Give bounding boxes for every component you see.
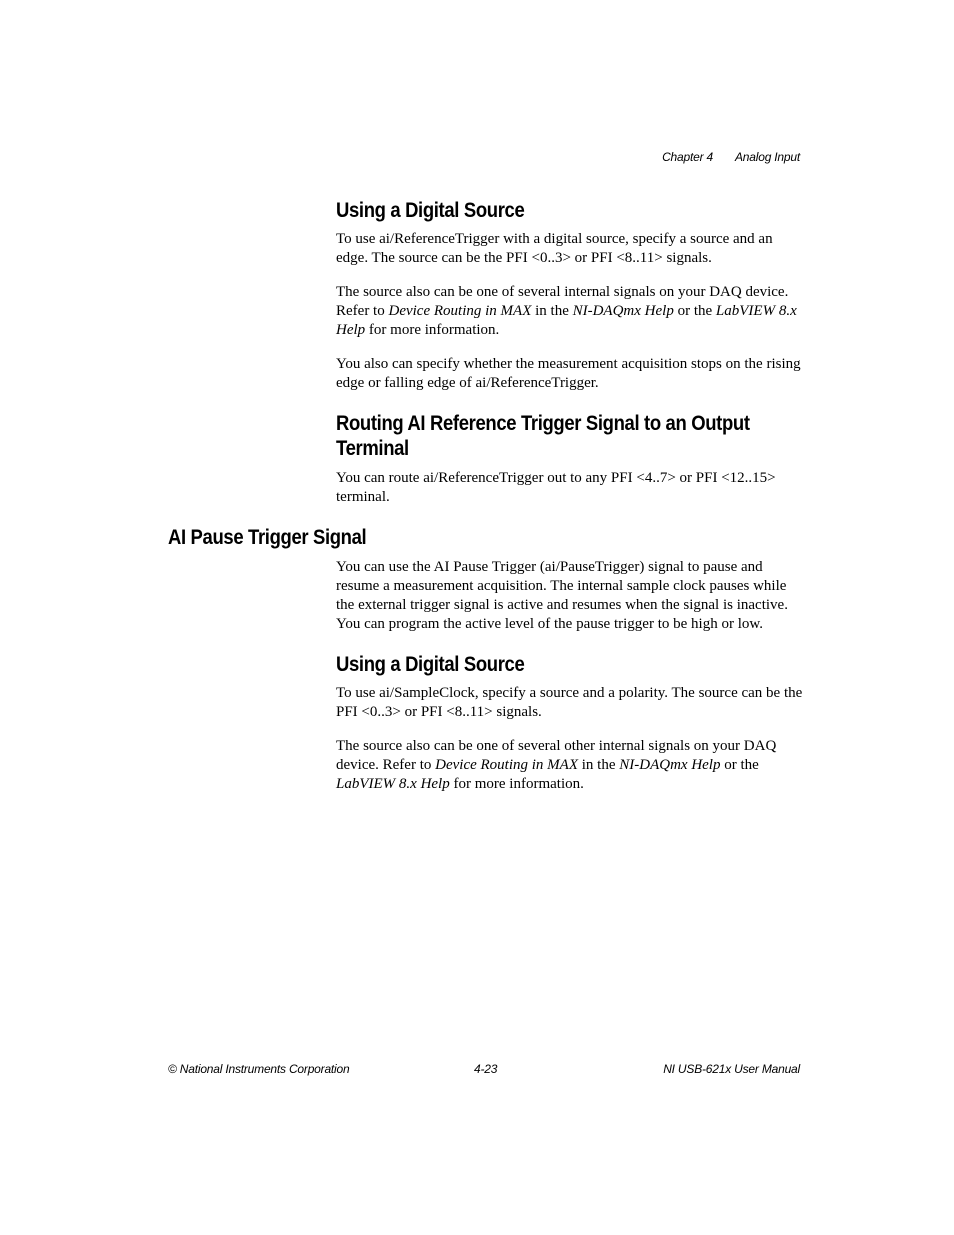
- text-run: The source also can be one of several internal signals on your DAQ device. Refer to: [336, 284, 789, 319]
- reference-nidaqmx-help: NI-DAQmx Help: [572, 303, 674, 319]
- header-section: Analog Input: [735, 150, 800, 164]
- heading-line: Terminal: [336, 437, 409, 460]
- paragraph-digital-source-2-refer: [336, 737, 806, 794]
- paragraph-pause-trigger: You can use the AI Pause Trigger (ai/PauseTrigger) signal to pause and resume a measurement acquisition. The internal sample clock pauses while the external trigger signal is active and resumes when the signal is inactive. You can program the active level of the pause trigger to be high or low.: [336, 559, 788, 632]
- text-run: for more information.: [449, 776, 584, 792]
- paragraph-digital-source-2-intro: To use ai/SampleClock, specify a source and a polarity. The source can be the PFI <0..3> or PFI <8..11> signals.: [336, 685, 803, 720]
- text-run: for more information.: [365, 322, 500, 338]
- footer-manual-title: NI USB-621x User Manual: [663, 1062, 800, 1076]
- reference-nidaqmx-help: NI-DAQmx Help: [619, 757, 721, 773]
- text-run: in the: [531, 303, 573, 319]
- text-run: or the: [673, 303, 716, 319]
- paragraph-routing: You can route ai/ReferenceTrigger out to any PFI <4..7> or PFI <12..15> terminal.: [336, 470, 776, 505]
- reference-labview-help: LabVIEW 8.x Help: [336, 776, 450, 792]
- reference-device-routing: Device Routing in MAX: [435, 757, 578, 773]
- heading-using-digital-source-1: Using a Digital Source: [336, 199, 525, 222]
- heading-line: Routing AI Reference Trigger Signal to an Output: [336, 412, 750, 435]
- heading-routing-reference-trigger: [336, 411, 750, 461]
- footer-copyright: © National Instruments Corporation: [168, 1062, 350, 1076]
- reference-device-routing: Device Routing in MAX: [388, 303, 532, 319]
- paragraph-digital-source-1-intro: To use ai/ReferenceTrigger with a digital source, specify a source and an edge. The source can be the PFI <0..3> or PFI <8..11> signals.: [336, 231, 773, 266]
- running-header: [662, 150, 800, 164]
- header-chapter: Chapter 4: [662, 150, 713, 164]
- heading-using-digital-source-2: Using a Digital Source: [336, 653, 525, 676]
- footer-page-number: 4-23: [474, 1062, 498, 1076]
- text-run: The source also can be one of several other internal signals on your DAQ device. Refer to: [336, 738, 777, 773]
- text-run: or the: [720, 757, 759, 773]
- heading-ai-pause-trigger: AI Pause Trigger Signal: [168, 526, 367, 549]
- paragraph-digital-source-1-refer: [336, 283, 806, 340]
- paragraph-digital-source-1-edge: You also can specify whether the measurement acquisition stops on the rising edge or falling edge of ai/ReferenceTrigger.: [336, 356, 801, 391]
- reference-labview-help: LabVIEW 8.x Help: [336, 303, 797, 338]
- text-run: in the: [578, 757, 620, 773]
